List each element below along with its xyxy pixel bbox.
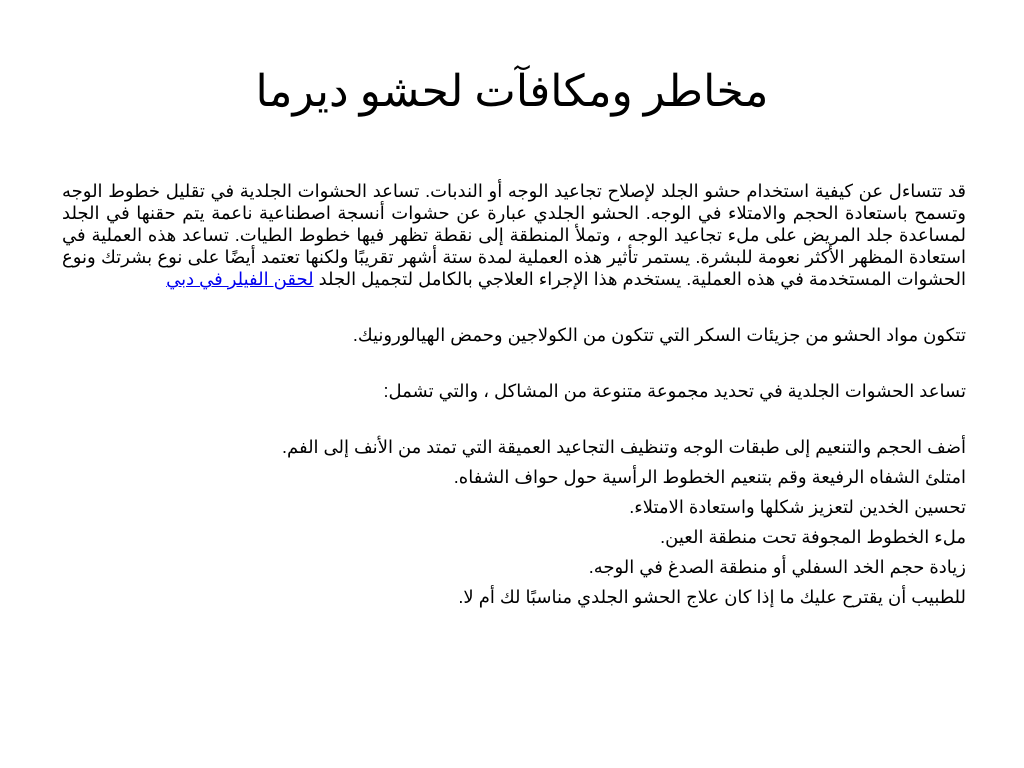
problems-intro-paragraph: تساعد الحشوات الجلدية في تحديد مجموعة متنوعة من المشاكل ، والتي تشمل: [383, 381, 966, 401]
slide-title: مخاطر ومكافآت لحشو ديرما [255, 67, 769, 116]
list-item: زيادة حجم الخد السفلي أو منطقة الصدغ في الوجه. [588, 557, 966, 577]
list-item: أضف الحجم والتنعيم إلى طبقات الوجه وتنظيف التجاعيد العميقة التي تمتد من الأنف إلى الفم. [281, 437, 966, 457]
intro-paragraph [62, 180, 966, 290]
list-item: ملء الخطوط المجوفة تحت منطقة العين. [660, 527, 966, 547]
filler-dubai-link[interactable]: لحقن الفيلر في دبي [166, 269, 314, 289]
list-item: للطبيب أن يقترح عليك ما إذا كان علاج الحشو الجلدي مناسبًا لك أم لا. [458, 587, 966, 607]
slide-body [62, 180, 966, 616]
list-item: امتلئ الشفاه الرفيعة وقم بتنعيم الخطوط الرأسية حول حواف الشفاه. [453, 467, 966, 487]
intro-text: قد تتساءل عن كيفية استخدام حشو الجلد لإصلاح تجاعيد الوجه أو الندبات. تساعد الحشوات الجلدية في تقليل خطوط الوجه وتسمح باستعادة الحجم والامتلاء في الوجه. الحشو الجلدي عبارة عن حشوات أنسجة اصطناعية ناعمة يتم حقنها في الجلد لمساعدة جلد المريض على ملء تجاعيد الوجه ، وتملأ المنطقة إلى نقطة تظهر فيها خطوط الطيات. تساعد هذه العملية في استعادة المظهر الأكثر نعومة للبشرة. يستمر تأثير هذه العملية لمدة ستة أشهر تقريبًا ولكنها تعتمد أيضًا على نوع بشرتك ونوع الحشوات المستخدمة في هذه العملية. يستخدم هذا الإجراء العلاجي بالكامل لتجميل الجلد [62, 181, 966, 289]
composition-paragraph: تتكون مواد الحشو من جزيئات السكر التي تتكون من الكولاجين وحمض الهيالورونيك. [352, 325, 966, 345]
list-item: تحسين الخدين لتعزيز شكلها واستعادة الامتلاء. [629, 497, 966, 517]
